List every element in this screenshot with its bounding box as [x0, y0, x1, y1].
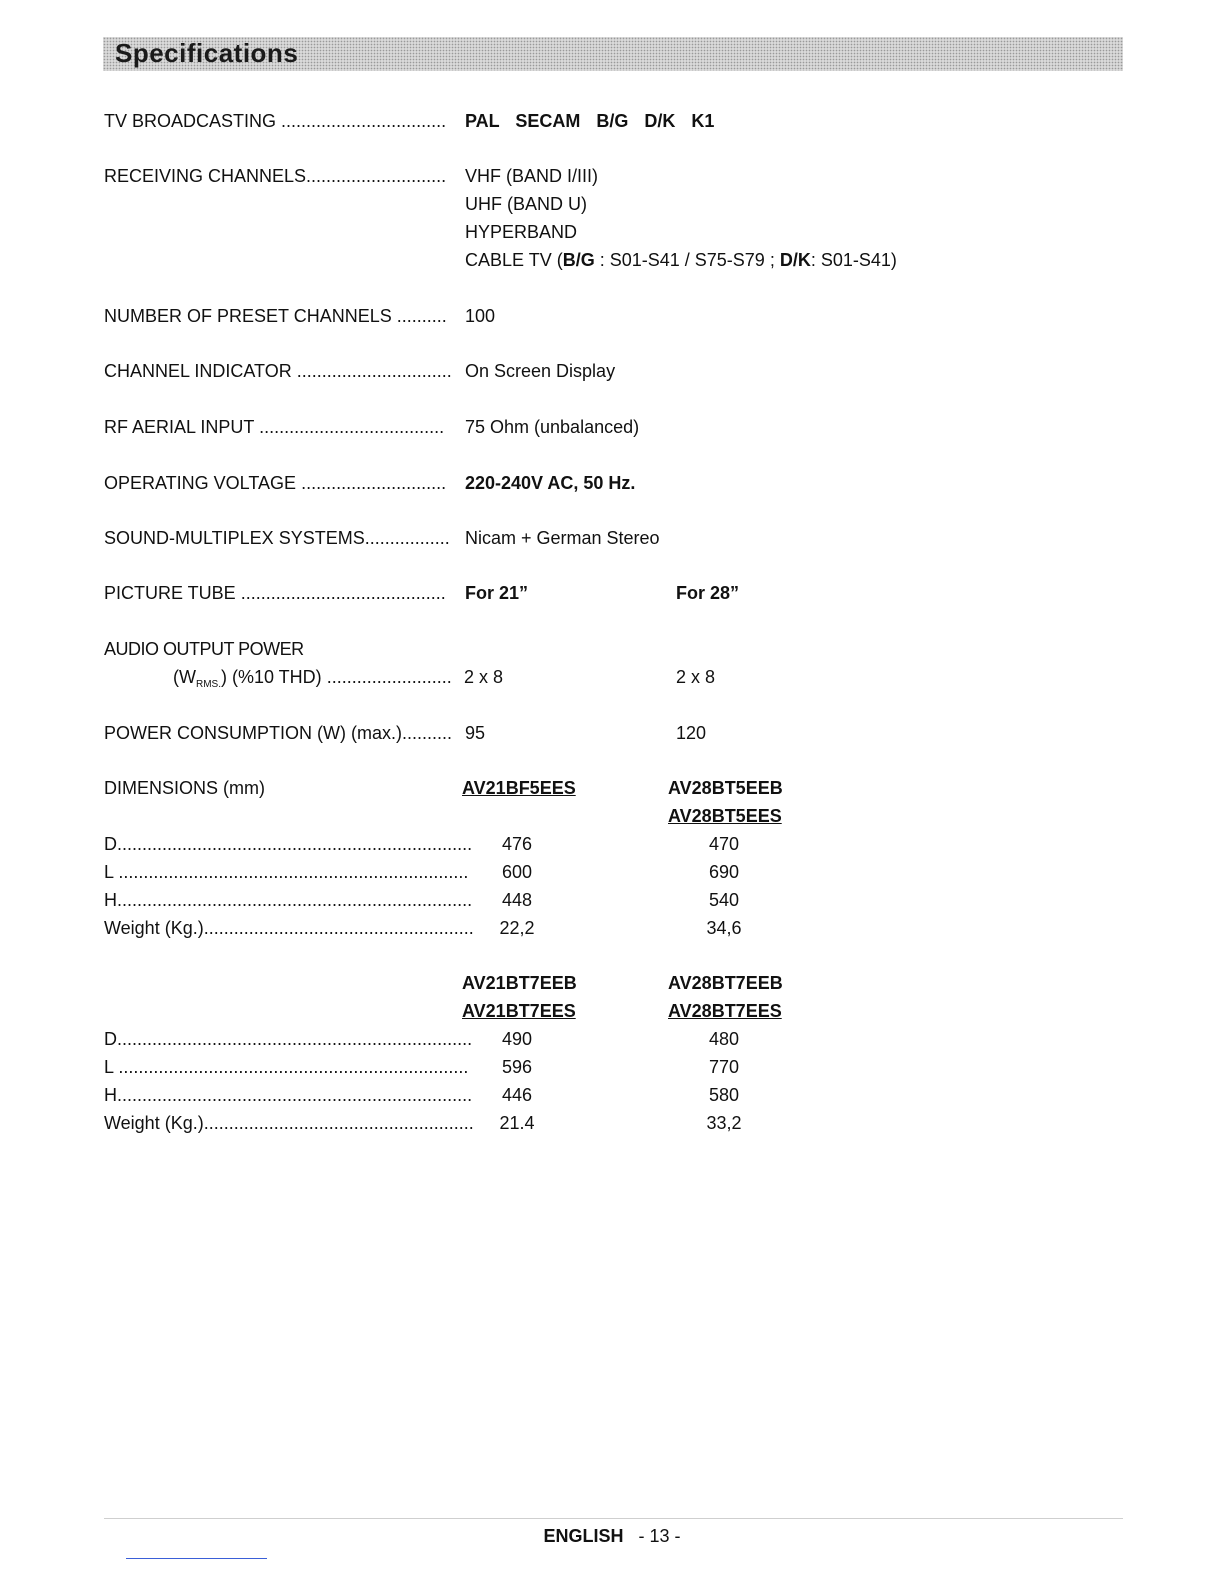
leader-dots: ...............................	[296, 361, 452, 381]
dim-value-h-21: 446	[501, 1085, 533, 1105]
dim-value-weight-28: 34,6	[706, 918, 742, 938]
leader-dots: ......................................................................	[118, 862, 469, 882]
dim-row-weight: Weight (Kg.)......................................................	[104, 918, 474, 938]
dim-value-h-21: 448	[501, 890, 533, 910]
dim-value-l-21: 596	[501, 1057, 533, 1077]
dim-row-d: D.......................................................................	[104, 834, 473, 854]
dim-value-l-28: 770	[708, 1057, 740, 1077]
page-number: - 13 -	[638, 1526, 681, 1546]
spec-value-power-28: 120	[676, 723, 707, 743]
spec-value-power-21: 95	[465, 723, 486, 743]
leader-dots: .................................	[281, 111, 447, 131]
dim-value-d-21: 490	[501, 1029, 533, 1049]
dim-row-l: L ......................................................................	[104, 1057, 469, 1077]
leader-dots: ......................................................	[203, 918, 474, 938]
leader-dots: ..........	[401, 723, 452, 743]
leader-dots: ......................................................	[203, 1113, 474, 1133]
spec-label-operating-voltage: OPERATING VOLTAGE .............................	[104, 473, 447, 493]
model-av28bt5ees: AV28BT5EES	[668, 806, 782, 826]
leader-dots: .......................................................................	[117, 890, 473, 910]
spec-label-audio-output: AUDIO OUTPUT POWER	[104, 639, 304, 659]
spec-value-sound-multiplex: Nicam + German Stereo	[465, 528, 660, 548]
spec-label-rf-aerial: RF AERIAL INPUT .....................................	[104, 417, 445, 437]
model-av28bt5eeb: AV28BT5EEB	[668, 778, 783, 798]
leader-dots: ............................	[306, 166, 447, 186]
link-underline	[126, 1558, 267, 1559]
spec-value-picture-tube-21: For 21”	[465, 583, 529, 603]
dim-row-weight: Weight (Kg.)......................................................	[104, 1113, 474, 1133]
leader-dots: ..........	[396, 306, 447, 326]
dim-row-d: D.......................................................................	[104, 1029, 473, 1049]
footer-divider	[104, 1518, 1123, 1519]
footer-language: ENGLISH	[543, 1526, 624, 1546]
spec-label-tv-broadcasting: TV BROADCASTING .................................	[104, 111, 447, 131]
spec-value-uhf: UHF (BAND U)	[465, 194, 587, 214]
spec-label-audio-output-unit: $(W_{RMS.})$ (%10 THD) .........................	[173, 667, 452, 690]
leader-dots: .................	[364, 528, 450, 548]
dim-value-weight-21: 22,2	[499, 918, 535, 938]
leader-dots: .............................	[301, 473, 447, 493]
dim-value-weight-28: 33,2	[706, 1113, 742, 1133]
spec-value-channel-indicator: On Screen Display	[465, 361, 616, 381]
dim-value-d-28: 480	[708, 1029, 740, 1049]
leader-dots: .......................................................................	[117, 834, 473, 854]
spec-value-preset-channels: 100	[465, 306, 496, 326]
page-footer	[0, 1526, 1224, 1547]
dim-value-l-28: 690	[708, 862, 740, 882]
section-header-banner	[103, 37, 1123, 71]
spec-value-audio-21: 2 x 8	[464, 667, 504, 687]
leader-dots: .........................	[326, 667, 452, 687]
leader-dots: .......................................................................	[117, 1029, 473, 1049]
spec-label-picture-tube: PICTURE TUBE .........................................	[104, 583, 446, 603]
dim-value-d-21: 476	[501, 834, 533, 854]
model-av21bt7eeb: AV21BT7EEB	[462, 973, 577, 993]
model-av28bt7eeb: AV28BT7EEB	[668, 973, 783, 993]
spec-label-power-consumption: POWER CONSUMPTION (W) (max.)..........	[104, 723, 452, 743]
spec-label-preset-channels: NUMBER OF PRESET CHANNELS ..........	[104, 306, 447, 326]
dim-value-d-28: 470	[708, 834, 740, 854]
dim-row-l: L ......................................................................	[104, 862, 469, 882]
spec-value-cable-tv: CABLE TV (B/G : S01-S41 / S75-S79 ; D/K: S01-S41)	[465, 250, 897, 270]
leader-dots: ......................................................................	[118, 1057, 469, 1077]
spec-value-hyperband: HYPERBAND	[465, 222, 578, 242]
dimensions-label: DIMENSIONS (mm)	[104, 778, 265, 798]
spec-value-audio-28: 2 x 8	[676, 667, 716, 687]
model-av28bt7ees: AV28BT7EES	[668, 1001, 782, 1021]
dim-value-l-21: 600	[501, 862, 533, 882]
dim-value-weight-21: 21.4	[499, 1113, 535, 1133]
leader-dots: .......................................................................	[117, 1085, 473, 1105]
leader-dots: .........................................	[240, 583, 446, 603]
model-av21bt7ees: AV21BT7EES	[462, 1001, 576, 1021]
model-av21bf5ees: AV21BF5EES	[462, 778, 576, 798]
spec-value-picture-tube-28: For 28”	[676, 583, 740, 603]
spec-value-rf-aerial: 75 Ohm (unbalanced)	[465, 417, 640, 437]
spec-label-channel-indicator: CHANNEL INDICATOR ...............................	[104, 361, 452, 381]
dim-value-h-28: 540	[708, 890, 740, 910]
spec-value-operating-voltage: 220-240V AC, 50 Hz.	[465, 473, 636, 493]
dim-row-h: H.......................................................................	[104, 1085, 473, 1105]
spec-label-sound-multiplex: SOUND-MULTIPLEX SYSTEMS.................	[104, 528, 450, 548]
dim-value-h-28: 580	[708, 1085, 740, 1105]
spec-value-vhf: VHF (BAND I/III)	[465, 166, 599, 186]
page-title: Specifications	[115, 38, 299, 68]
leader-dots: .....................................	[259, 417, 445, 437]
spec-label-receiving-channels: RECEIVING CHANNELS............................	[104, 166, 447, 186]
spec-value-tv-broadcasting: PAL SECAM B/G D/K K1	[465, 111, 715, 131]
dim-row-h: H.......................................................................	[104, 890, 473, 910]
